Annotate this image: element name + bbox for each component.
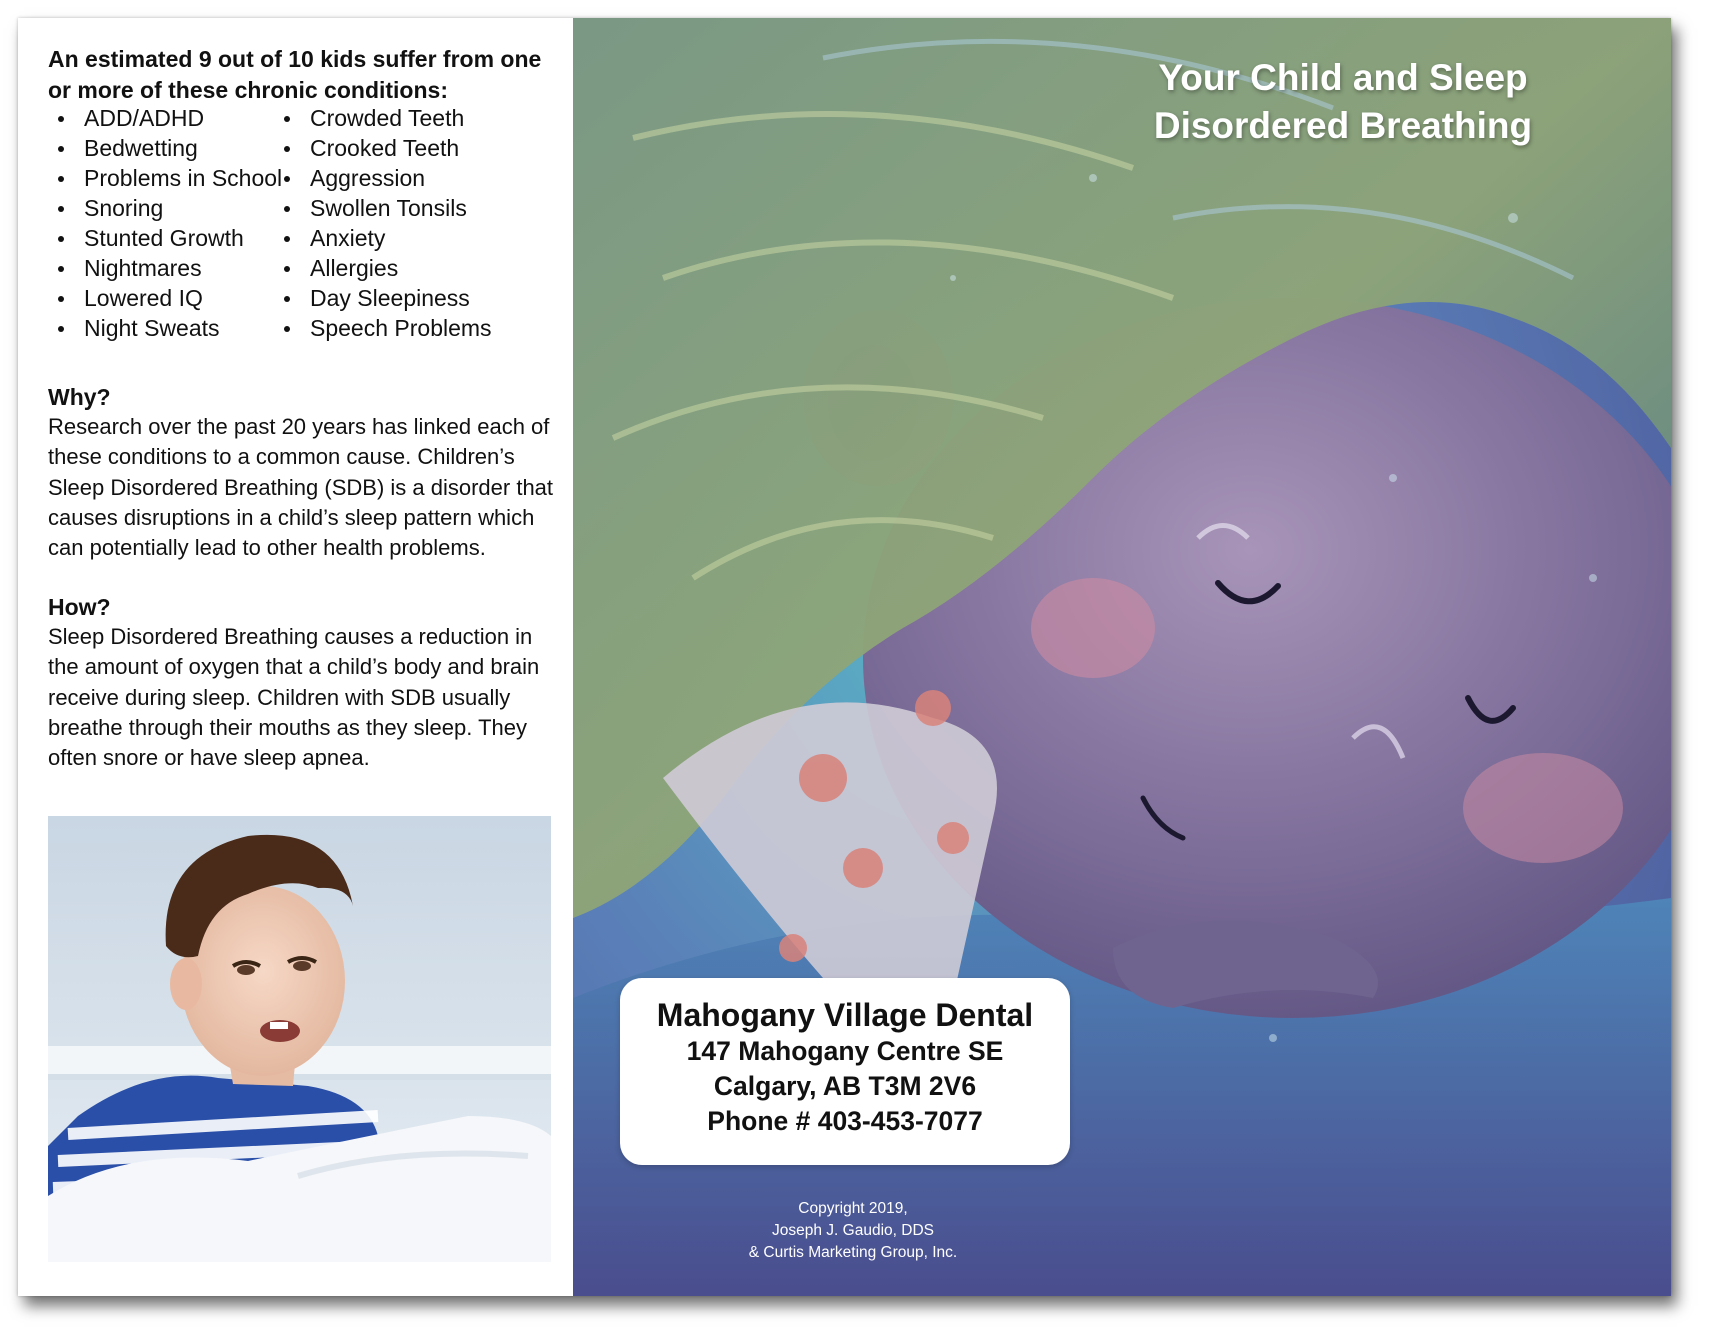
why-paragraph: Research over the past 20 years has linked each of these conditions to a common cause. Children’s Sleep Disordered Breathing (SDB) is a disorder that causes disruptions in a child’s sleep pattern which can potentially lead to other health problems.: [48, 414, 554, 561]
condition-item: Stunted Growth: [54, 223, 282, 253]
boy-photo: [48, 816, 551, 1262]
condition-item: Allergies: [280, 253, 492, 283]
condition-item: Bedwetting: [54, 133, 282, 163]
city-address: Calgary, AB T3M 2V6: [713, 1071, 977, 1101]
condition-item: Nightmares: [54, 253, 282, 283]
condition-item: Night Sweats: [54, 313, 282, 343]
conditions-list-left: [54, 103, 282, 343]
condition-item: Swollen Tonsils: [280, 193, 492, 223]
mouth-breathing-boy-image: [48, 816, 551, 1262]
phone-number: Phone # 403-453-7077: [707, 1106, 983, 1136]
copyright-line: & Curtis Marketing Group, Inc.: [748, 1244, 958, 1261]
copyright-line: Joseph J. Gaudio, DDS: [772, 1222, 934, 1239]
brochure-sheet: [18, 18, 1671, 1296]
condition-item: Problems in School: [54, 163, 282, 193]
cover-panel: [573, 18, 1671, 1296]
condition-item: Aggression: [280, 163, 492, 193]
condition-item: Day Sleepiness: [280, 283, 492, 313]
practice-contact-card: [620, 978, 1070, 1165]
street-address: 147 Mahogany Centre SE: [686, 1036, 1004, 1066]
condition-item: Anxiety: [280, 223, 492, 253]
condition-item: Lowered IQ: [54, 283, 282, 313]
condition-item: Crooked Teeth: [280, 133, 492, 163]
condition-item: Crowded Teeth: [280, 103, 492, 133]
condition-item: ADD/ADHD: [54, 103, 282, 133]
how-paragraph: Sleep Disordered Breathing causes a reduction in the amount of oxygen that a child’s body and brain receive during sleep. Children with SDB usually breathe through their mouths as they sleep. They often snore or have sleep apnea.: [48, 624, 540, 771]
brochure-title: Your Child and Sleep Disordered Breathing: [1153, 57, 1533, 146]
how-heading: How?: [48, 594, 111, 620]
practice-name: Mahogany Village Dental: [656, 997, 1034, 1033]
copyright-line: Copyright 2019,: [798, 1200, 908, 1217]
copyright-notice: [703, 1198, 1003, 1264]
info-panel: [18, 18, 573, 1296]
conditions-heading: An estimated 9 out of 10 kids suffer from one or more of these chronic conditions:: [48, 46, 542, 103]
conditions-list-right: [280, 103, 492, 343]
condition-item: Speech Problems: [280, 313, 492, 343]
condition-item: Snoring: [54, 193, 282, 223]
why-heading: Why?: [48, 384, 111, 410]
